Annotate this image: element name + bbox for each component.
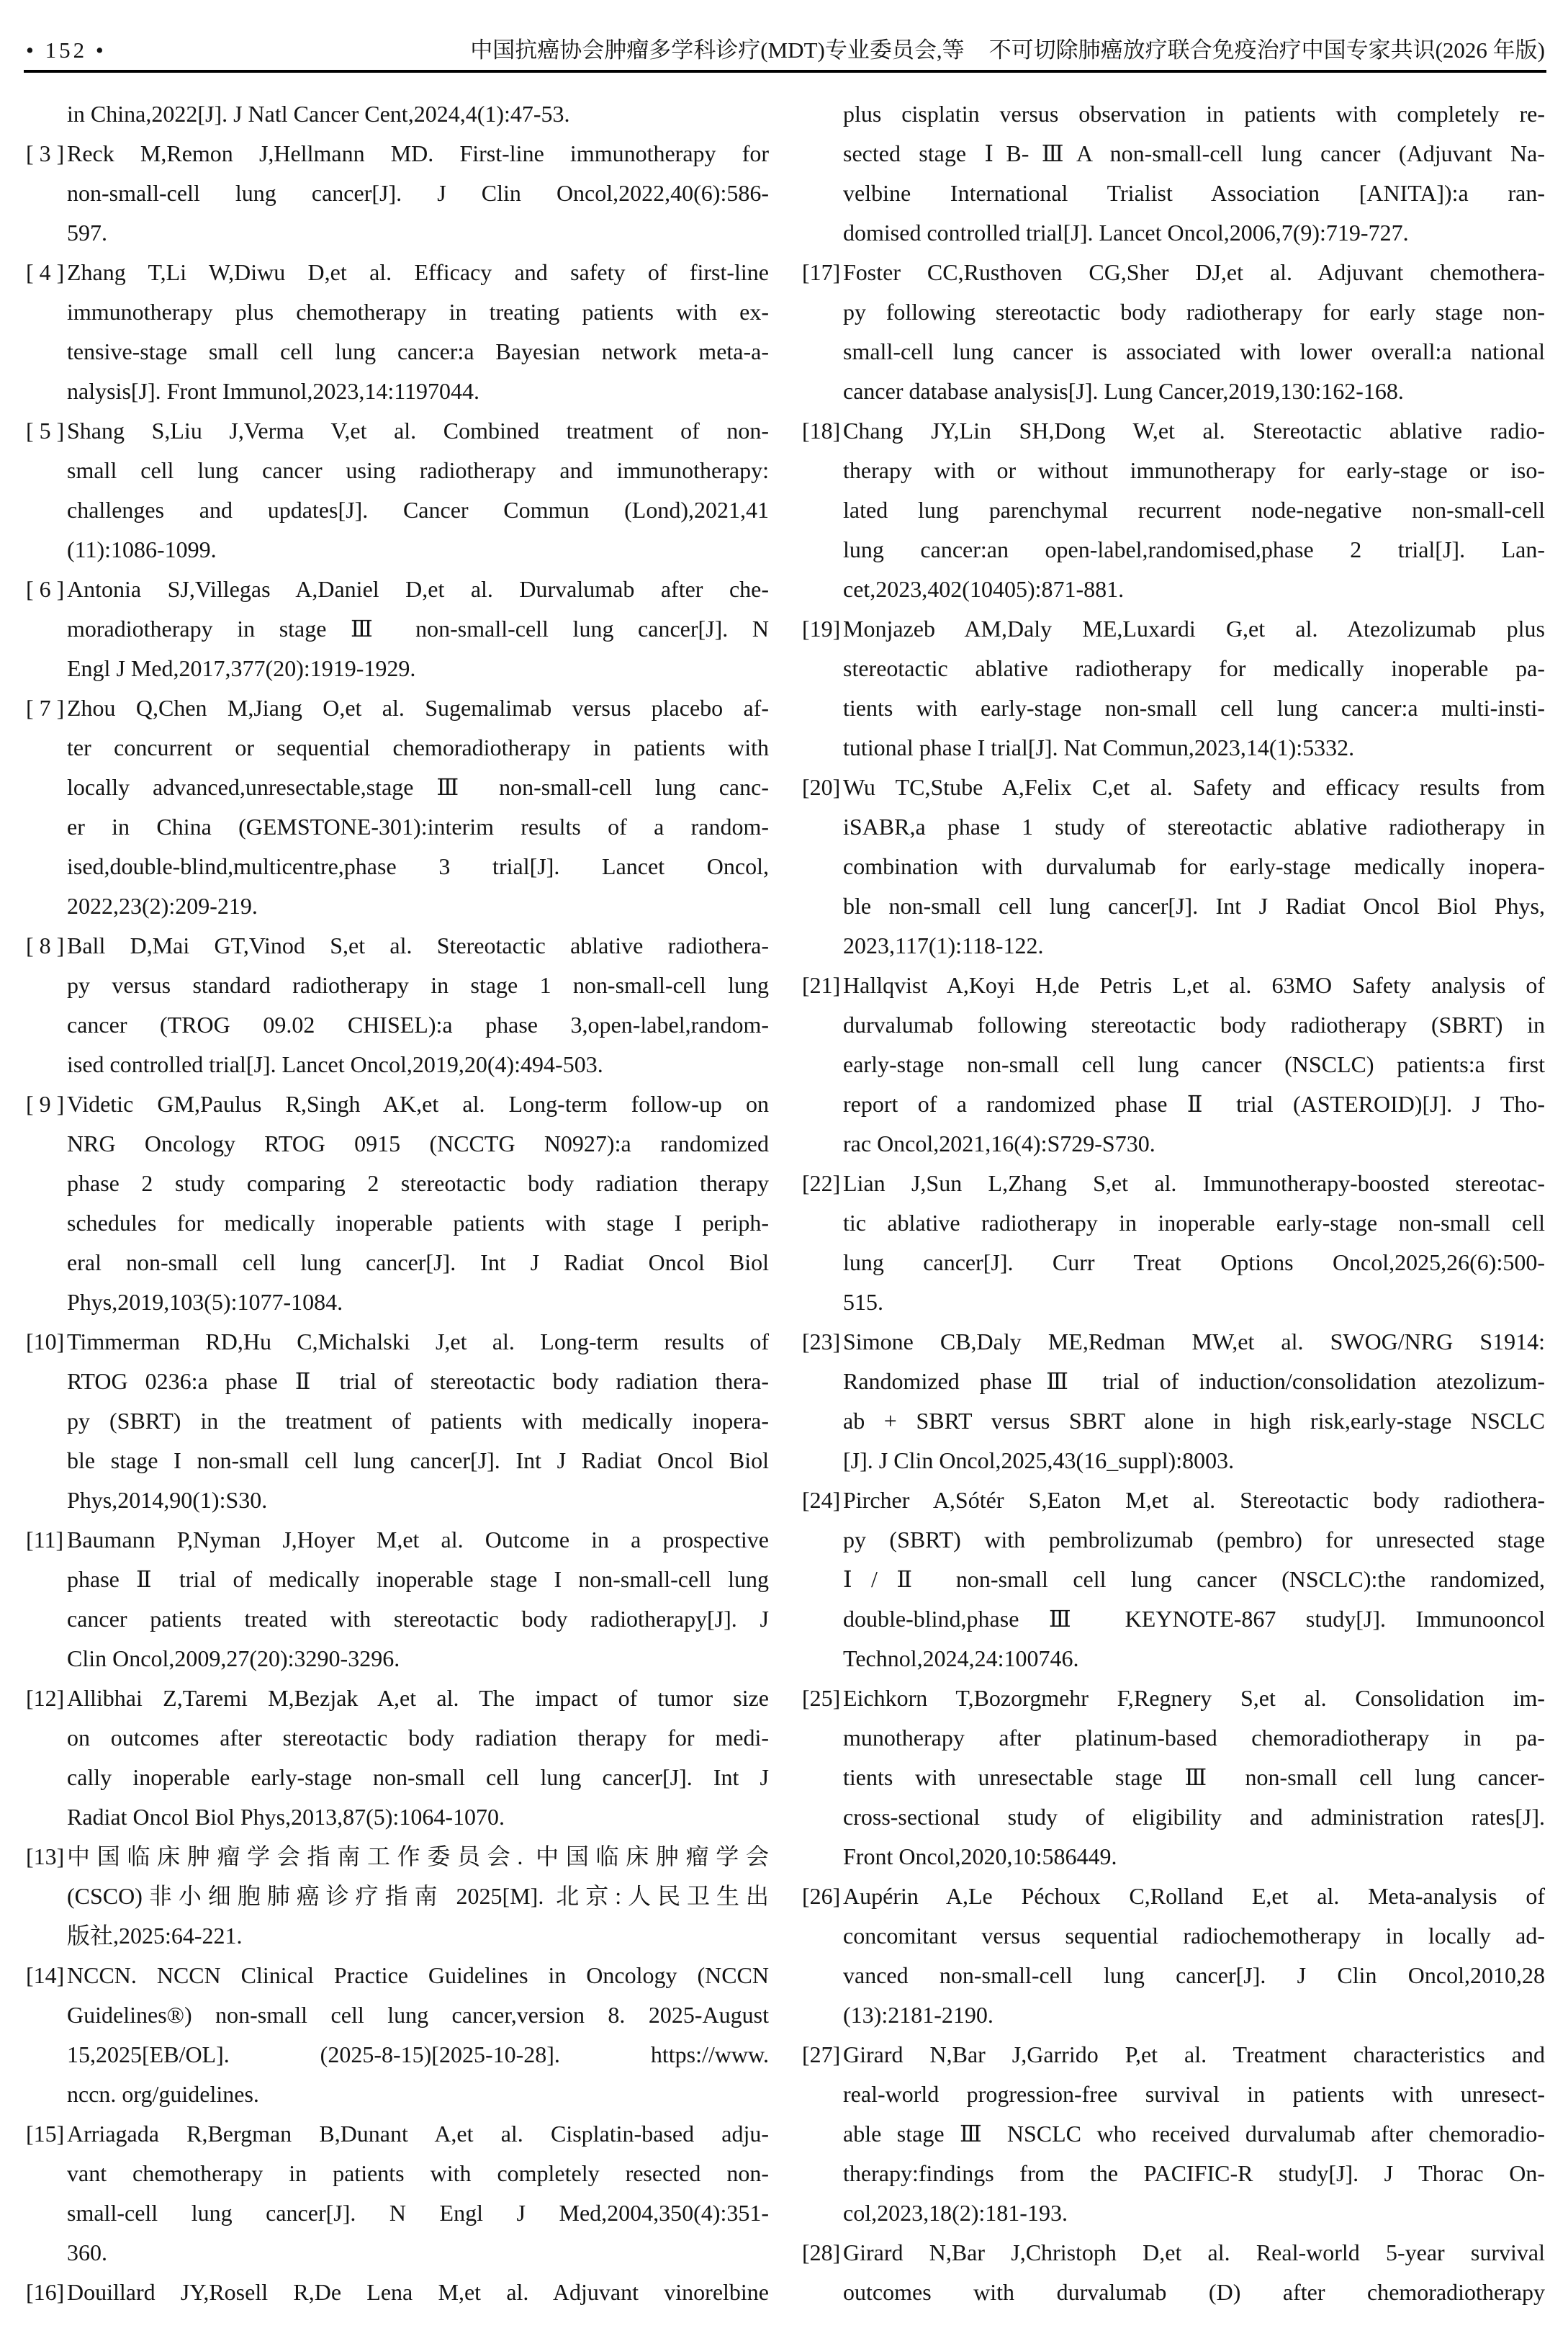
reference-line: Ⅰ/Ⅱ non-small cell lung cancer (NSCLC):the randomized, xyxy=(843,1566,1545,1592)
reference-line: Chang JY,Lin SH,Dong W,et al. Stereotactic ablative radio- xyxy=(843,418,1545,444)
reference-line: iSABR,a phase 1 study of stereotactic ablative radiotherapy in xyxy=(843,814,1545,840)
reference-line: er in China (GEMSTONE-301):interim results of a random- xyxy=(67,814,769,840)
reference-item xyxy=(25,2114,769,2273)
reference-item xyxy=(25,411,769,570)
reference-item xyxy=(25,253,769,411)
reference-number: [17] xyxy=(802,259,841,285)
reference-number: [ 6 ] xyxy=(26,576,65,602)
reference-line: rac Oncol,2021,16(4):S729-S730. xyxy=(843,1131,1155,1156)
reference-line: locally advanced,unresectable,stage Ⅲ non-small-cell lung canc- xyxy=(67,774,769,800)
reference-line: durvalumab following stereotactic body radiotherapy (SBRT) in xyxy=(843,1012,1545,1038)
reference-item xyxy=(25,1084,769,1322)
reference-line: vant chemotherapy in patients with completely resected non- xyxy=(67,2160,769,2186)
reference-line: NCCN. NCCN Clinical Practice Guidelines in Oncology (NCCN xyxy=(67,1962,769,1988)
reference-line: Arriagada R,Bergman B,Dunant A,et al. Cisplatin-based adju- xyxy=(67,2121,769,2147)
reference-line: 版社,2025:64-221. xyxy=(67,1923,243,1949)
reference-number: [ 7 ] xyxy=(26,695,65,721)
reference-line: sected stage ⅠB-ⅢA non-small-cell lung cancer (Adjuvant Na- xyxy=(843,140,1545,166)
reference-item xyxy=(25,134,769,253)
references-right-column xyxy=(801,94,1545,2312)
reference-line: Randomized phaseⅢ trial of induction/consolidation atezolizum- xyxy=(843,1368,1545,1394)
reference-line: 597. xyxy=(67,220,107,246)
reference-line: Monjazeb AM,Daly ME,Luxardi G,et al. Atezolizumab plus xyxy=(843,616,1545,642)
reference-line: small-cell lung cancer is associated with lower overall:a national xyxy=(843,338,1545,364)
reference-number: [28] xyxy=(802,2239,841,2265)
reference-line: nccn. org/guidelines. xyxy=(67,2081,259,2107)
reference-line: cancer patients treated with stereotactic body radiotherapy[J]. J xyxy=(67,1606,769,1632)
reference-line: tients with early-stage non-small cell lung cancer:a multi-insti- xyxy=(843,695,1545,721)
running-head-title: 不可切除肺癌放疗联合免疫治疗中国专家共识(2026 年版) xyxy=(988,37,1545,63)
reference-item xyxy=(25,1956,769,2114)
reference-line: nalysis[J]. Front Immunol,2023,14:1197044. xyxy=(67,378,480,404)
reference-line: outcomes with durvalumab (D) after chemoradiotherapy xyxy=(843,2279,1545,2305)
reference-line: vanced non-small-cell lung cancer[J]. J Clin Oncol,2010,28 xyxy=(843,1962,1545,1988)
reference-item xyxy=(25,1837,769,1956)
reference-line: immunotherapy plus chemotherapy in treating patients with ex- xyxy=(67,299,769,325)
reference-line: Allibhai Z,Taremi M,Bezjak A,et al. The impact of tumor size xyxy=(67,1685,769,1711)
reference-number: [11] xyxy=(26,1527,64,1553)
reference-number: [27] xyxy=(802,2041,841,2067)
reference-line: Girard N,Bar J,Christoph D,et al. Real-world 5-year survival xyxy=(843,2239,1545,2265)
reference-line: py (SBRT) in the treatment of patients with medically inopera- xyxy=(67,1408,769,1434)
reference-line: Guidelines®) non-small cell lung cancer,version 8. 2025-August xyxy=(67,2002,769,2028)
reference-line: Hallqvist A,Koyi H,de Petris L,et al. 63MO Safety analysis of xyxy=(843,972,1545,998)
reference-line: eral non-small cell lung cancer[J]. Int J Radiat Oncol Biol xyxy=(67,1249,769,1275)
header-rule xyxy=(24,70,1546,73)
reference-line: Clin Oncol,2009,27(20):3290-3296. xyxy=(67,1645,400,1671)
reference-line: combination with durvalumab for early-stage medically inopera- xyxy=(843,853,1545,879)
reference-item xyxy=(25,2273,769,2312)
reference-line: schedules for medically inoperable patients with stage I periph- xyxy=(67,1210,769,1236)
reference-item xyxy=(25,688,769,926)
reference-line: able stage Ⅲ NSCLC who received durvalumab after chemoradio- xyxy=(843,2121,1545,2147)
reference-line: tic ablative radiotherapy in inoperable early-stage non-small cell xyxy=(843,1210,1545,1236)
reference-item xyxy=(801,94,1545,253)
reference-number: [12] xyxy=(26,1685,65,1711)
reference-line: Foster CC,Rusthoven CG,Sher DJ,et al. Adjuvant chemothera- xyxy=(843,259,1545,285)
reference-line: cross-sectional study of eligibility and administration rates[J]. xyxy=(843,1804,1545,1830)
page-header xyxy=(26,32,1545,64)
reference-line: velbine International Trialist Association [ANITA]):a ran- xyxy=(843,180,1545,206)
reference-line: Lian J,Sun L,Zhang S,et al. Immunotherapy-boosted stereotac- xyxy=(843,1170,1545,1196)
reference-item xyxy=(801,253,1545,411)
reference-line: 2023,117(1):118-122. xyxy=(843,933,1044,958)
reference-item xyxy=(801,609,1545,768)
reference-line: lated lung parenchymal recurrent node-negative non-small-cell xyxy=(843,497,1545,523)
reference-number: [26] xyxy=(802,1883,841,1909)
reference-number: [22] xyxy=(802,1170,841,1196)
reference-item xyxy=(801,1679,1545,1877)
reference-line: Zhang T,Li W,Diwu D,et al. Efficacy and safety of first-line xyxy=(67,259,769,285)
reference-number: [ 3 ] xyxy=(26,140,65,166)
reference-number: [ 4 ] xyxy=(26,259,65,285)
reference-line: cancer (TROG 09.02 CHISEL):a phase 3,open-label,random- xyxy=(67,1012,769,1038)
reference-number: [25] xyxy=(802,1685,841,1711)
reference-line: ter concurrent or sequential chemoradiotherapy in patients with xyxy=(67,734,769,760)
reference-line: (CSCO)非小细胞肺癌诊疗指南 2025[M]. 北京:人民卫生出 xyxy=(67,1883,769,1909)
reference-line: [J]. J Clin Oncol,2025,43(16_suppl):8003. xyxy=(843,1447,1235,1473)
reference-item xyxy=(25,1520,769,1679)
reference-number: [13] xyxy=(26,1843,65,1869)
reference-number: [ 5 ] xyxy=(26,418,65,444)
reference-line: NRG Oncology RTOG 0915 (NCCTG N0927):a randomized xyxy=(67,1131,769,1156)
reference-line: (11):1086-1099. xyxy=(67,536,217,562)
reference-line: domised controlled trial[J]. Lancet Oncol,2006,7(9):719-727. xyxy=(843,220,1409,246)
reference-item xyxy=(801,1480,1545,1679)
reference-line: Shang S,Liu J,Verma V,et al. Combined treatment of non- xyxy=(67,418,769,444)
reference-line: early-stage non-small cell lung cancer (NSCLC) patients:a first xyxy=(843,1051,1545,1077)
reference-line: Videtic GM,Paulus R,Singh AK,et al. Long-term follow-up on xyxy=(67,1091,769,1117)
reference-item xyxy=(801,966,1545,1164)
reference-number: [14] xyxy=(26,1962,65,1988)
reference-line: Douillard JY,Rosell R,De Lena M,et al. Adjuvant vinorelbine xyxy=(67,2279,769,2305)
reference-line: small cell lung cancer using radiotherapy and immunotherapy: xyxy=(67,457,769,483)
reference-item xyxy=(801,1164,1545,1322)
reference-line: challenges and updates[J]. Cancer Commun (Lond),2021,41 xyxy=(67,497,769,523)
reference-item xyxy=(801,768,1545,966)
reference-line: ised controlled trial[J]. Lancet Oncol,2019,20(4):494-503. xyxy=(67,1051,603,1077)
reference-line: Aupérin A,Le Péchoux C,Rolland E,et al. Meta-analysis of xyxy=(843,1883,1545,1909)
reference-line: ised,double-blind,multicentre,phase 3 trial[J]. Lancet Oncol, xyxy=(67,853,769,879)
reference-line: Girard N,Bar J,Garrido P,et al. Treatment characteristics and xyxy=(843,2041,1545,2067)
reference-number: [24] xyxy=(802,1487,841,1513)
running-head xyxy=(470,32,1545,64)
reference-number: [15] xyxy=(26,2121,65,2147)
reference-line: ab + SBRT versus SBRT alone in high risk,early-stage NSCLC xyxy=(843,1408,1545,1434)
references-left-column xyxy=(25,94,769,2312)
reference-line: plus cisplatin versus observation in patients with completely re- xyxy=(843,101,1545,127)
running-head-authors: 中国抗癌协会肿瘤多学科诊疗(MDT)专业委员会,等 xyxy=(470,37,965,63)
references-section xyxy=(25,94,1546,2312)
reference-line: Reck M,Remon J,Hellmann MD. First-line immunotherapy for xyxy=(67,140,769,166)
reference-line: 360. xyxy=(67,2239,107,2265)
reference-line: Simone CB,Daly ME,Redman MW,et al. SWOG/NRG S1914: xyxy=(843,1329,1545,1354)
reference-line: Front Oncol,2020,10:586449. xyxy=(843,1843,1117,1869)
reference-line: therapy with or without immunotherapy for early-stage or iso- xyxy=(843,457,1545,483)
reference-line: moradiotherapy in stage Ⅲ non-small-cell lung cancer[J]. N xyxy=(67,616,769,642)
reference-line: concomitant versus sequential radiochemotherapy in locally ad- xyxy=(843,1923,1545,1949)
reference-line: Phys,2014,90(1):S30. xyxy=(67,1487,268,1513)
reference-line: non-small-cell lung cancer[J]. J Clin Oncol,2022,40(6):586- xyxy=(67,180,769,206)
reference-line: (13):2181-2190. xyxy=(843,2002,993,2028)
reference-line: 15,2025[EB/OL]. (2025-8-15)[2025-10-28]. https://www. xyxy=(67,2041,769,2067)
reference-line: Phys,2019,103(5):1077-1084. xyxy=(67,1289,343,1315)
reference-item xyxy=(801,2233,1545,2312)
reference-line: Wu TC,Stube A,Felix C,et al. Safety and efficacy results from xyxy=(843,774,1545,800)
reference-line: tensive-stage small cell lung cancer:a Bayesian network meta-a- xyxy=(67,338,769,364)
reference-line: py following stereotactic body radiotherapy for early stage non- xyxy=(843,299,1545,325)
reference-line: cancer database analysis[J]. Lung Cancer,2019,130:162-168. xyxy=(843,378,1404,404)
reference-item xyxy=(801,1322,1545,1480)
reference-item xyxy=(801,2035,1545,2233)
reference-line: on outcomes after stereotactic body radiation therapy for medi- xyxy=(67,1725,769,1751)
reference-line: RTOG 0236:a phase Ⅱ trial of stereotactic body radiation thera- xyxy=(67,1368,769,1394)
reference-line: 515. xyxy=(843,1289,883,1315)
reference-line: stereotactic ablative radiotherapy for medically inoperable pa- xyxy=(843,655,1545,681)
reference-line: col,2023,18(2):181-193. xyxy=(843,2200,1068,2226)
reference-line: phase 2 study comparing 2 stereotactic body radiation therapy xyxy=(67,1170,769,1196)
reference-line: cally inoperable early-stage non-small cell lung cancer[J]. Int J xyxy=(67,1764,769,1790)
reference-item xyxy=(801,411,1545,609)
reference-line: py versus standard radiotherapy in stage 1 non-small-cell lung xyxy=(67,972,769,998)
reference-item xyxy=(25,926,769,1084)
reference-number: [20] xyxy=(802,774,841,800)
reference-line: real-world progression-free survival in patients with unresect- xyxy=(843,2081,1545,2107)
reference-line: Radiat Oncol Biol Phys,2013,87(5):1064-1070. xyxy=(67,1804,505,1830)
reference-line: double-blind,phase Ⅲ KEYNOTE-867 study[J]. Immunooncol xyxy=(843,1606,1545,1632)
reference-line: cet,2023,402(10405):871-881. xyxy=(843,576,1125,602)
reference-number: [19] xyxy=(802,616,841,642)
reference-line: ble stage I non-small cell lung cancer[J]. Int J Radiat Oncol Biol xyxy=(67,1447,769,1473)
reference-line: report of a randomized phase Ⅱ trial (ASTEROID)[J]. J Tho- xyxy=(843,1091,1545,1117)
reference-item xyxy=(25,94,769,134)
reference-item xyxy=(25,570,769,688)
reference-line: in China,2022[J]. J Natl Cancer Cent,2024,4(1):47-53. xyxy=(67,101,570,127)
reference-line: Pircher A,Sótér S,Eaton M,et al. Stereotactic body radiothera- xyxy=(843,1487,1545,1513)
page-number: • 152 • xyxy=(26,37,107,63)
reference-line: lung cancer[J]. Curr Treat Options Oncol,2025,26(6):500- xyxy=(843,1249,1545,1275)
reference-line: Eichkorn T,Bozorgmehr F,Regnery S,et al. Consolidation im- xyxy=(843,1685,1545,1711)
reference-number: [10] xyxy=(26,1329,65,1354)
reference-line: lung cancer:an open-label,randomised,phase 2 trial[J]. Lan- xyxy=(843,536,1545,562)
reference-line: Ball D,Mai GT,Vinod S,et al. Stereotactic ablative radiothera- xyxy=(67,933,769,958)
reference-line: ble non-small cell lung cancer[J]. Int J Radiat Oncol Biol Phys, xyxy=(843,893,1545,919)
reference-line: tutional phase I trial[J]. Nat Commun,2023,14(1):5332. xyxy=(843,734,1355,760)
reference-item xyxy=(25,1679,769,1837)
reference-line: munotherapy after platinum-based chemoradiotherapy in pa- xyxy=(843,1725,1545,1751)
reference-number: [16] xyxy=(26,2279,65,2305)
reference-line: Engl J Med,2017,377(20):1919-1929. xyxy=(67,655,416,681)
reference-line: Timmerman RD,Hu C,Michalski J,et al. Long-term results of xyxy=(67,1329,769,1354)
reference-number: [21] xyxy=(802,972,841,998)
reference-item xyxy=(25,1322,769,1520)
reference-line: small-cell lung cancer[J]. N Engl J Med,2004,350(4):351- xyxy=(67,2200,769,2226)
reference-item xyxy=(801,1877,1545,2035)
reference-number: [23] xyxy=(802,1329,841,1354)
reference-line: py (SBRT) with pembrolizumab (pembro) for unresected stage xyxy=(843,1527,1545,1553)
reference-number: [18] xyxy=(802,418,841,444)
reference-line: Antonia SJ,Villegas A,Daniel D,et al. Durvalumab after che- xyxy=(67,576,769,602)
reference-line: 中国临床肿瘤学会指南工作委员会. 中国临床肿瘤学会 xyxy=(67,1843,769,1869)
reference-line: Technol,2024,24:100746. xyxy=(843,1645,1079,1671)
reference-line: Baumann P,Nyman J,Hoyer M,et al. Outcome in a prospective xyxy=(67,1527,769,1553)
reference-line: therapy:findings from the PACIFIC-R study[J]. J Thorac On- xyxy=(843,2160,1545,2186)
reference-number: [ 8 ] xyxy=(26,933,65,958)
reference-line: 2022,23(2):209-219. xyxy=(67,893,258,919)
reference-line: Zhou Q,Chen M,Jiang O,et al. Sugemalimab versus placebo af- xyxy=(67,695,769,721)
reference-line: phase Ⅱ trial of medically inoperable stage I non-small-cell lung xyxy=(67,1566,769,1592)
reference-line: tients with unresectable stage Ⅲ non-small cell lung cancer- xyxy=(843,1764,1545,1790)
reference-number: [ 9 ] xyxy=(26,1091,65,1117)
